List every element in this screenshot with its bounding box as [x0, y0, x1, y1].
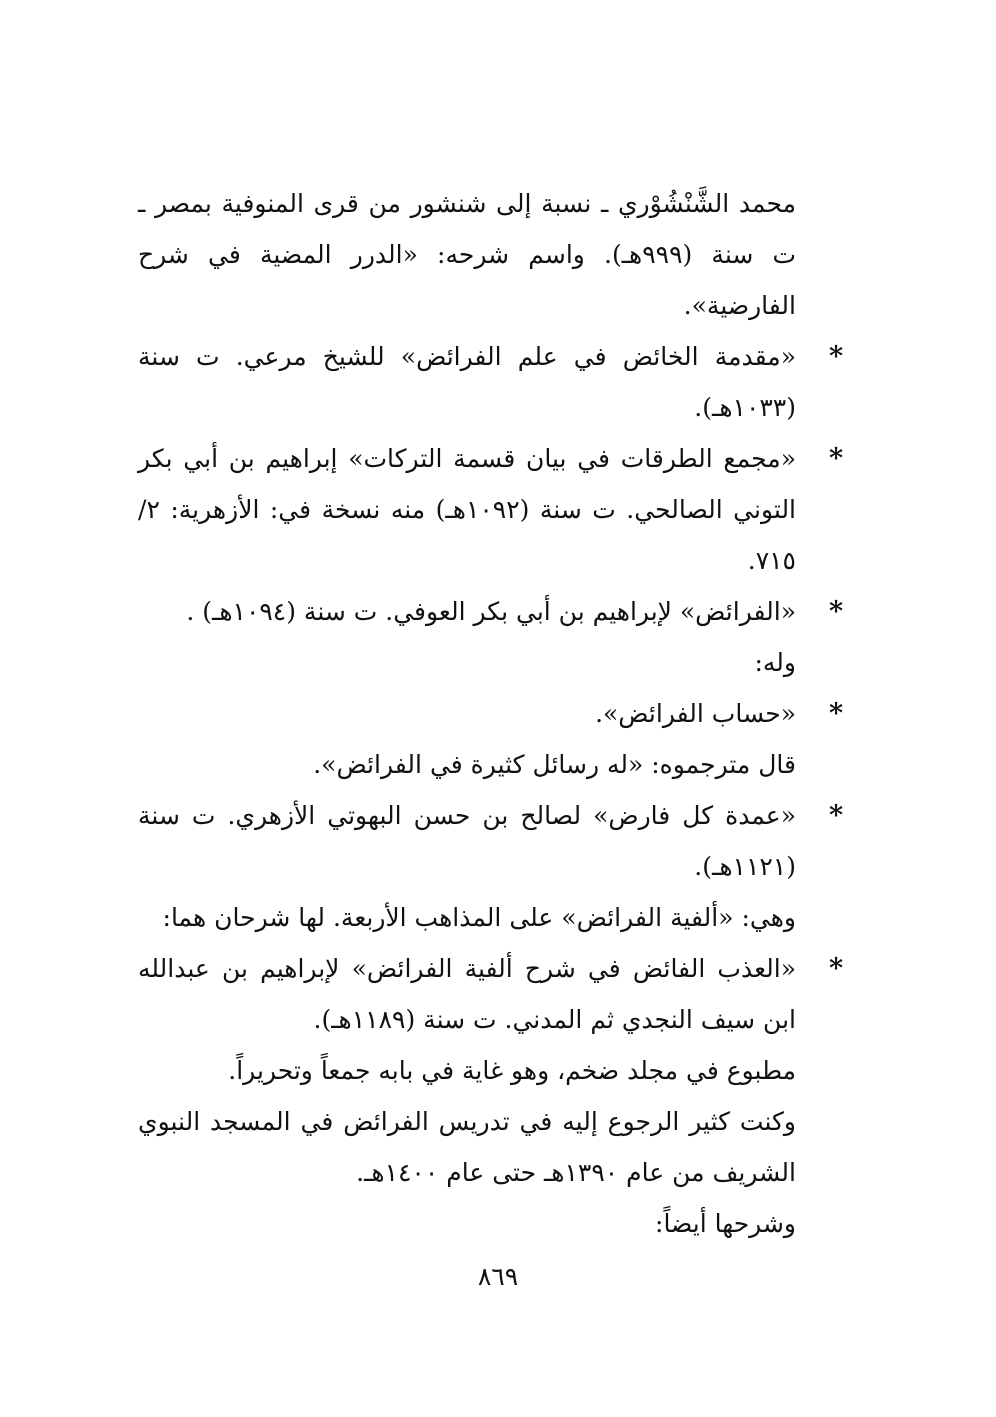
paragraph-wa-kuntu: وكنت كثير الرجوع إليه في تدريس الفرائض في المسجد النبوي الشريف من عام ١٣٩٠هـ حتى عام ١٤٠٠هـ.	[138, 1107, 796, 1187]
list-item	[138, 790, 844, 892]
paragraph-matbu: مطبوع في مجلد ضخم، وهو غاية في بابه جمعاً وتحريراً.	[228, 1056, 796, 1085]
list-item	[138, 331, 844, 433]
item-text: «العذب الفائض في شرح ألفية الفرائض» لإبراهيم بن عبدالله ابن سيف النجدي ثم المدني. ت سنة (١١٨٩هـ).	[138, 954, 796, 1034]
item-text: «عمدة كل فارض» لصالح بن حسن البهوتي الأزهري. ت سنة (١١٢١هـ).	[138, 801, 796, 881]
asterisk-marker: *	[828, 443, 844, 474]
list-item	[138, 586, 844, 637]
asterisk-marker: *	[828, 953, 844, 984]
paragraph-wa-lahu: وله:	[754, 648, 796, 677]
list-item	[138, 433, 844, 586]
asterisk-marker: *	[828, 341, 844, 372]
body-text	[138, 178, 844, 1249]
paragraph-shanshuri: محمد الشَّنْشُوْري ـ نسبة إلى شنشور من قرى المنوفية بمصر ـ ت سنة (٩٩٩هـ). واسم شرحه: «الدرر المضية في شرح الفارضية».	[138, 189, 797, 320]
asterisk-marker: *	[828, 596, 844, 627]
page-number: ٨٦٩	[477, 1262, 519, 1291]
item-text: «حساب الفرائض».	[595, 699, 796, 728]
paragraph-wa-hiya: وهي: «ألفية الفرائض» على المذاهب الأربعة. لها شرحان هما:	[162, 903, 796, 932]
list-item	[138, 943, 844, 1045]
asterisk-marker: *	[828, 698, 844, 729]
asterisk-marker: *	[828, 800, 844, 831]
paragraph-qala: قال مترجموه: «له رسائل كثيرة في الفرائض».	[313, 750, 796, 779]
item-text: «مقدمة الخائض في علم الفرائض» للشيخ مرعي. ت سنة (١٠٣٣هـ).	[138, 342, 796, 422]
list-item	[138, 688, 844, 739]
item-text: «مجمع الطرقات في بيان قسمة التركات» إبراهيم بن أبي بكر التوني الصالحي. ت سنة (١٠٩٢هـ) منه نسخة في: الأزهرية: ٢/ ٧١٥.	[138, 444, 797, 575]
item-text: «الفرائض» لإبراهيم بن أبي بكر العوفي. ت سنة (١٠٩٤هـ) .	[186, 597, 796, 626]
paragraph-wa-sharahaha: وشرحها أيضاً:	[655, 1209, 796, 1238]
